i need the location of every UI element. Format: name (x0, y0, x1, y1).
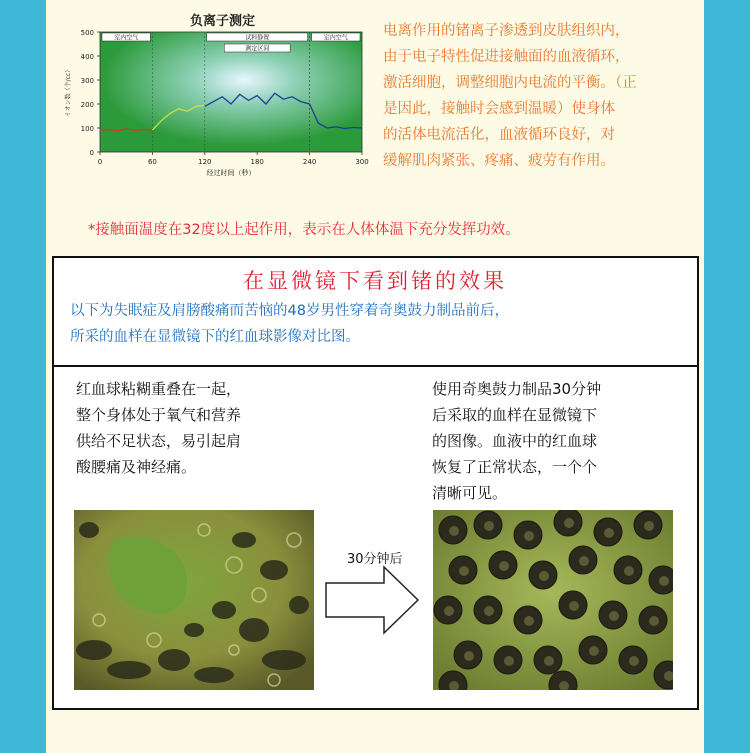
y-tick-label: 400 (80, 53, 94, 61)
temperature-note: *接触面温度在32度以上起作用，表示在人体体温下充分发挥功效。 (88, 222, 520, 238)
after-micrograph (433, 510, 673, 690)
x-axis-label: 经过时间（秒） (206, 169, 256, 177)
cell-center (609, 611, 619, 621)
cell-center (629, 656, 639, 666)
caption-line: 恢复了正常状态，一个个 (432, 458, 598, 476)
cell-center (624, 566, 634, 576)
caption-line: 红血球粘糊重叠在一起， (76, 380, 242, 398)
cell-center (499, 561, 509, 571)
intro-line: 以下为失眠症及肩膀酸痛而苦恼的48岁男性穿着奇奥鼓力制品前后， (70, 303, 509, 319)
cell-center (524, 616, 534, 626)
phase-label: 测定区间 (245, 45, 270, 53)
cell-center (464, 651, 474, 661)
desc-line: 电离作用的锗离子渗透到皮肤组织内， (383, 23, 630, 39)
arrow-label: 30分钟后 (347, 552, 403, 567)
cell-center (504, 656, 514, 666)
cell-center (544, 656, 554, 666)
cell-center (564, 518, 574, 528)
intro-line: 所采的血样在显微镜下的红血球影像对比图。 (70, 329, 360, 345)
arrow-right-icon (324, 565, 420, 635)
before-micrograph (74, 510, 314, 690)
x-tick-label: 180 (250, 158, 264, 166)
cell-center (524, 531, 534, 541)
chart-title: 负离子测定 (190, 14, 256, 29)
y-tick-label: 100 (80, 125, 94, 133)
cell-center (649, 616, 659, 626)
caption-line: 整个身体处于氧气和营养 (76, 406, 242, 424)
section-divider (52, 365, 699, 367)
phase-label: 试料静置 (245, 34, 270, 42)
ionization-description (383, 18, 693, 174)
section-title: 在显微镜下看到锗的效果 (243, 269, 507, 293)
cell-center (569, 601, 579, 611)
y-tick-label: 0 (89, 149, 94, 157)
cell-center (644, 521, 654, 531)
caption-line: 供给不足状态，易引起肩 (76, 432, 242, 450)
y-tick-label: 300 (80, 77, 94, 85)
cell-center (659, 576, 669, 586)
phase-label: 室内空气 (323, 34, 348, 42)
x-tick-label: 240 (302, 158, 317, 166)
y-tick-label: 500 (80, 29, 94, 37)
cell-center (444, 606, 454, 616)
desc-line: 激活细胞，调整细胞内电流的平衡。（正 (383, 75, 637, 91)
cell-center (459, 566, 469, 576)
after-caption (432, 376, 682, 506)
x-tick-label: 120 (198, 158, 212, 166)
phase-label: 室内空气 (114, 34, 139, 42)
y-tick-label: 200 (80, 101, 94, 109)
caption-line: 的图像。血液中的红血球 (432, 432, 598, 450)
x-tick-label: 0 (97, 158, 103, 166)
caption-line: 使用奇奥鼓力制品30分钟 (432, 380, 602, 398)
x-tick-label: 300 (355, 158, 369, 166)
cell-center (449, 526, 459, 536)
x-tick-label: 60 (147, 158, 157, 166)
desc-line: 由于电子特性促进接触面的血液循环， (383, 49, 630, 65)
desc-line: 缓解肌肉紧张、疼痛、疲劳有作用。 (383, 153, 615, 169)
y-axis-label: イオン数（个/cc） (65, 66, 72, 118)
caption-line: 后采取的血样在显微镜下 (432, 406, 598, 424)
cell-center (484, 521, 494, 531)
caption-line: 清晰可见。 (432, 484, 508, 502)
desc-line: 的活体电流活化，血液循环良好，对 (383, 127, 615, 143)
negative-ion-chart (60, 28, 372, 180)
cell-center (589, 646, 599, 656)
caption-line: 酸腰痛及神经痛。 (76, 458, 197, 476)
cell-center (604, 528, 614, 538)
cell-center (484, 606, 494, 616)
before-caption (76, 376, 326, 480)
cell-center (539, 571, 549, 581)
cell-center (579, 556, 589, 566)
section-intro (70, 298, 690, 350)
desc-line: 是因此，接触时会感到温暖）使身体 (383, 101, 615, 117)
